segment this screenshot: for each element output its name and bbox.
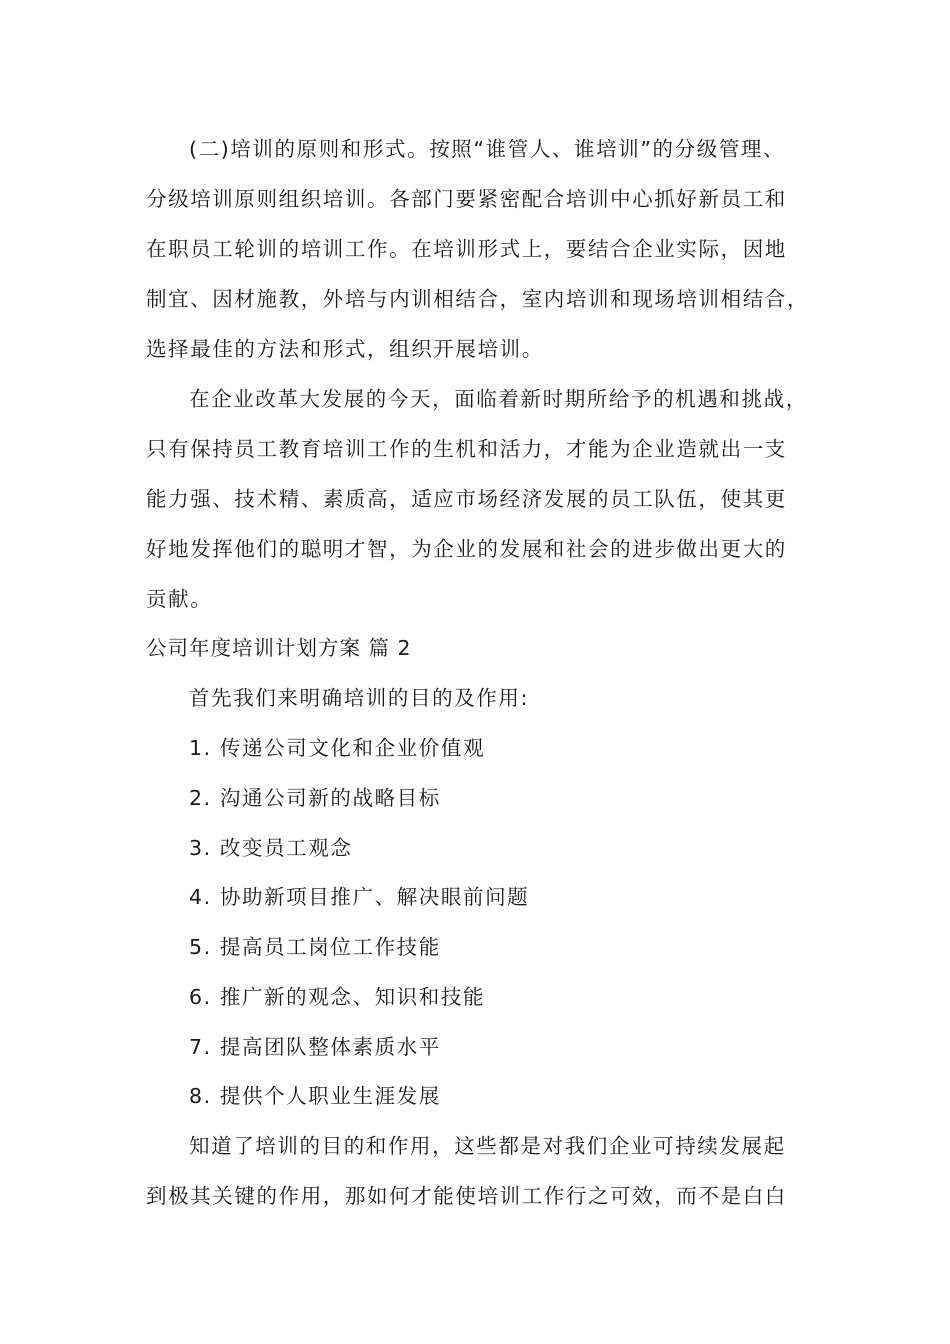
list-item: 3. 改变员工观念	[189, 836, 353, 860]
section-heading: 公司年度培训计划方案 篇 2	[146, 636, 412, 660]
list-item: 2. 沟通公司新的战略目标	[189, 786, 441, 810]
list-item: 4. 协助新项目推广、解决眼前问题	[189, 885, 530, 909]
list-item: 7. 提高团队整体素质水平	[189, 1035, 441, 1059]
paragraph-1-line-5: 选择最佳的方法和形式，组织开展培训。	[146, 337, 544, 361]
paragraph-2-line-3: 能力强、技术精、素质高，适应市场经济发展的员工队伍，使其更	[146, 487, 787, 511]
paragraph-1-line-4: 制宜、因材施教，外培与内训相结合，室内培训和现场培训相结合，	[146, 287, 809, 311]
list-item: 1. 传递公司文化和企业价值观	[189, 736, 486, 760]
list-item: 5. 提高员工岗位工作技能	[189, 935, 441, 959]
paragraph-2-line-4: 好地发挥他们的聪明才智，为企业的发展和社会的进步做出更大的	[146, 537, 787, 561]
paragraph-2-line-2: 只有保持员工教育培训工作的生机和活力，才能为企业造就出一支	[146, 437, 787, 461]
paragraph-1-line-3: 在职员工轮训的培训工作。在培训形式上，要结合企业实际，因地	[146, 237, 787, 261]
paragraph-1-line-1: (二)培训的原则和形式。按照“谁管人、谁培训”的分级管理、	[189, 137, 786, 161]
paragraph-2-line-1: 在企业改革大发展的今天，面临着新时期所给予的机遇和挑战，	[189, 387, 808, 411]
list-item: 6. 推广新的观念、知识和技能	[189, 985, 486, 1009]
paragraph-3-line-1: 知道了培训的目的和作用，这些都是对我们企业可持续发展起	[189, 1134, 786, 1158]
paragraph-1-line-2: 分级培训原则组织培训。各部门要紧密配合培训中心抓好新员工和	[146, 187, 787, 211]
paragraph-2-line-5: 贡献。	[146, 587, 213, 611]
paragraph-3-line-2: 到极其关键的作用，那如何才能使培训工作行之可效，而不是白白	[146, 1184, 787, 1208]
list-item: 8. 提供个人职业生涯发展	[189, 1084, 441, 1108]
intro-text: 首先我们来明确培训的目的及作用:	[189, 686, 530, 710]
